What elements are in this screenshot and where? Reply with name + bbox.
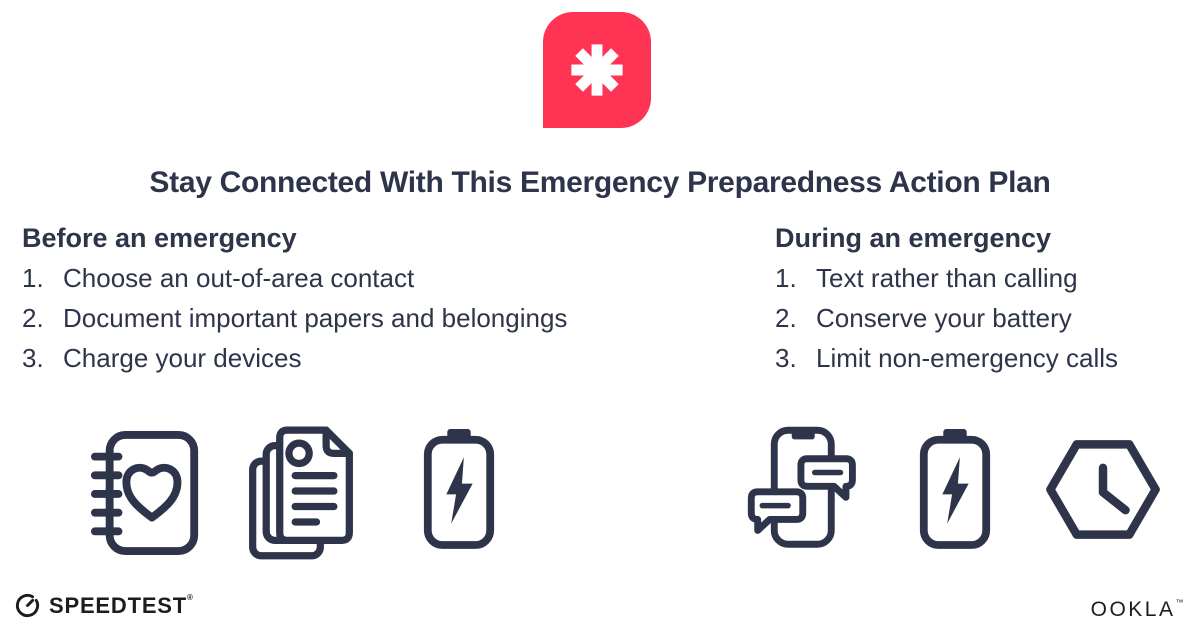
before-emergency-heading: Before an emergency [22, 223, 297, 253]
list-item: Limit non-emergency calls [816, 343, 1119, 373]
clock-icon [1041, 432, 1165, 547]
during-emergency-heading: During an emergency [775, 223, 1052, 253]
list-item: Document important papers and belongings [63, 303, 568, 333]
before-emergency-list [22, 258, 722, 378]
during-emergency-section [775, 218, 1195, 378]
contact-notebook-icon [88, 427, 206, 560]
list-item: Text rather than calling [816, 263, 1078, 293]
speedtest-gauge-icon [14, 592, 41, 619]
list-item: Charge your devices [63, 343, 302, 373]
asterisk-icon [565, 38, 629, 102]
battery-charge-icon [916, 425, 994, 550]
trademark-symbol: ™ [1175, 598, 1186, 607]
ookla-wordmark: OOKLA [1090, 598, 1176, 621]
list-item: Choose an out-of-area contact [63, 263, 415, 293]
speedtest-wordmark: SPEEDTEST® [49, 592, 194, 618]
during-emergency-list [775, 258, 1195, 378]
phone-messages-icon [743, 422, 857, 558]
documents-stack-icon [243, 420, 359, 564]
list-item: Conserve your battery [816, 303, 1072, 333]
battery-charge-icon [420, 425, 498, 550]
trademark-symbol: ® [187, 592, 194, 602]
page-title: Stay Connected With This Emergency Preparedness Action Plan [149, 166, 1051, 200]
before-emergency-section [22, 218, 722, 378]
emergency-badge [543, 12, 651, 128]
ookla-logo [1091, 598, 1186, 622]
speedtest-logo [14, 592, 194, 619]
